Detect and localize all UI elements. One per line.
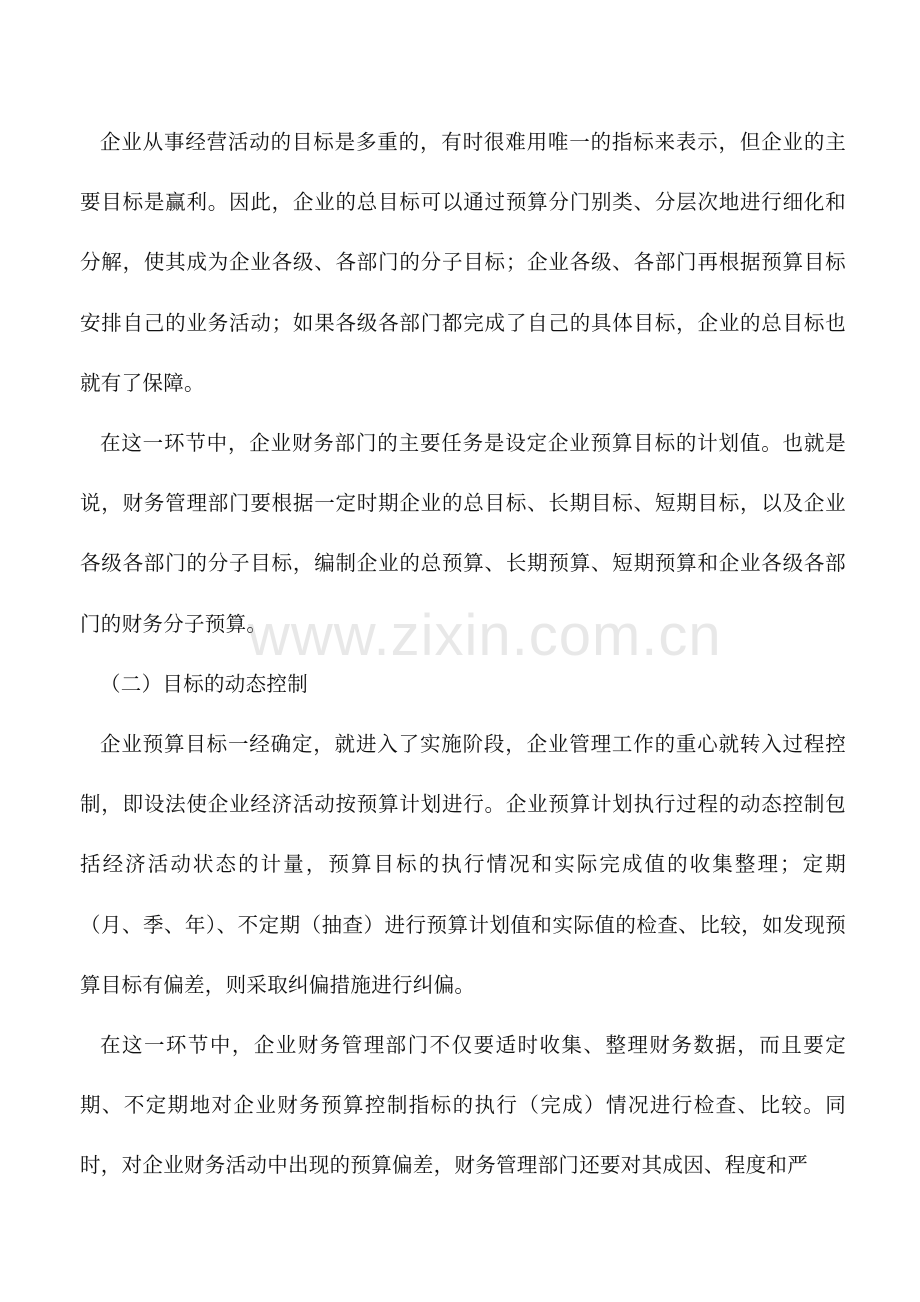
paragraph-goals-overview: 企业从事经营活动的目标是多重的，有时很难用唯一的指标来表示，但企业的主要目标是赢利。因此，企业的总目标可以通过预算分门别类、分层次地进行细化和分解，使其成为企业各级、各部门的分子目标；企业各级、各部门再根据预算目标安排自己的业务活动；如果各级各部门都完成了自己的具体目标，企业的总目标也就有了保障。	[80, 130, 846, 395]
watermark: www.zixin.com.cn	[248, 603, 722, 668]
paragraph-finance-task-planning: 在这一环节中，企业财务部门的主要任务是设定企业预算目标的计划值。也就是说，财务管理部门要根据一定时期企业的总目标、长期目标、短期目标，以及企业各级各部门的分子目标，编制企业的总预算、长期预算、短期预算和企业各级各部门的财务分子预算。	[80, 431, 846, 636]
section-heading-dynamic-control: （二）目标的动态控制	[100, 671, 308, 696]
document-body	[80, 112, 846, 1196]
paragraph-process-control: 企业预算目标一经确定，就进入了实施阶段，企业管理工作的重心就转入过程控制，即设法使企业经济活动按预算计划进行。企业预算计划执行过程的动态控制包括经济活动状态的计量，预算目标的执行情况和实际完成值的收集整理；定期（月、季、年）、不定期（抽查）进行预算计划值和实际值的检查、比较，如发现预算目标有偏差，则采取纠偏措施进行纠偏。	[80, 732, 846, 997]
paragraph-finance-task-control: 在这一环节中，企业财务管理部门不仅要适时收集、整理财务数据，而且要定期、不定期地对企业财务预算控制指标的执行（完成）情况进行检查、比较。同时，对企业财务活动中出现的预算偏差，财务管理部门还要对其成因、程度和严	[80, 1033, 846, 1178]
